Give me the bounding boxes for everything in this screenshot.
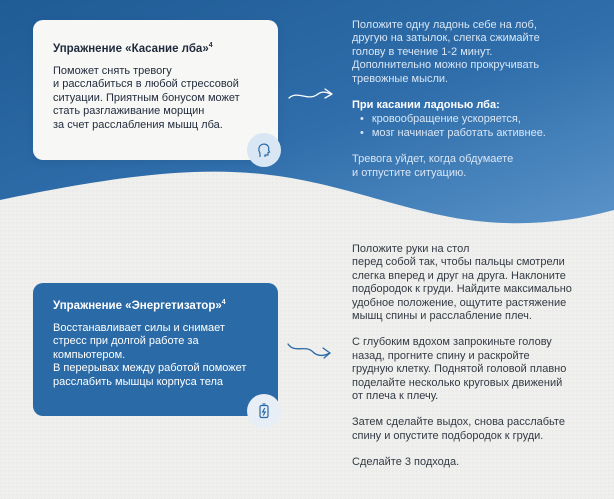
instruction-line: голову в течение 1-2 минут.	[352, 45, 493, 58]
exercise-card-energizer	[33, 283, 278, 416]
instruction-line: от плеча к плечу.	[352, 390, 439, 403]
description-line: компьютером.	[53, 348, 126, 361]
instruction-line: Затем сделайте выдох, снова расслабьте	[352, 416, 565, 429]
instruction-line: Сделайте 3 подхода.	[352, 456, 460, 469]
instruction-line: С глубоким вдохом запрокиньте голову	[352, 336, 552, 349]
effects-list	[360, 113, 597, 140]
instruction-line: и отпустите ситуацию.	[352, 166, 467, 179]
description-line: ситуации. Приятным бонусом может	[53, 91, 240, 104]
instruction-line: слегка вперед и друг на друга. Наклоните	[352, 269, 566, 282]
card-description	[53, 322, 260, 389]
description-line: и расслабиться в любой стрессовой	[53, 78, 239, 91]
instruction-line: Тревога уйдет, когда обдумаете	[352, 153, 514, 166]
instruction-line: назад, прогните спину и раскройте	[352, 349, 530, 362]
description-line: Поможет снять тревогу	[53, 65, 172, 77]
footnote-mark: 4	[208, 42, 213, 50]
list-item: • кровообращение ускоряется,	[360, 113, 597, 126]
instruction-paragraph	[352, 456, 602, 469]
exercise-card-forehead	[33, 20, 278, 160]
card-title: Упражнение «Касание лба»$^4$	[53, 42, 213, 55]
list-item: • мозг начинает работать активнее.	[360, 127, 597, 140]
instruction-paragraph	[352, 153, 597, 180]
instruction-line: Положите одну ладонь себе на лоб,	[352, 19, 537, 31]
description-line: В перерывах между работой поможет	[53, 362, 247, 375]
instruction-paragraph	[352, 243, 602, 323]
instruction-line: тревожные мысли.	[352, 72, 449, 85]
description-line: стресс при долгой работе за	[53, 335, 199, 348]
instruction-paragraph	[352, 336, 602, 403]
instruction-line: спину и опустите подбородок к груди.	[352, 429, 544, 442]
instruction-line: другую на затылок, слегка сжимайте	[352, 32, 540, 45]
battery-charge-icon	[247, 394, 281, 428]
description-line: за счет расслабления мышц лба.	[53, 118, 223, 131]
instruction-line: Положите руки на стол	[352, 243, 470, 255]
instruction-line: грудную клетку. Поднятой головой плавно	[352, 363, 567, 376]
instruction-paragraph	[352, 416, 602, 443]
description-line: стать разглаживание морщин	[53, 105, 205, 118]
card-title: Упражнение «Энергетизатор»$^4$	[53, 299, 226, 312]
instructions-energizer	[352, 243, 602, 483]
footnote-mark: 4	[221, 299, 226, 307]
instruction-line: мышц спины и расслабление плеч.	[352, 310, 532, 323]
instruction-line: удобное положение, ощутите растяжение	[352, 296, 567, 309]
description-line: расслабить мышцы корпуса тела	[53, 375, 223, 388]
effects-heading: При касании ладонью лба:	[352, 99, 500, 112]
instruction-line: Дополнительно можно прокручивать	[352, 59, 540, 72]
instruction-line: поделайте несколько круговых движений	[352, 376, 563, 389]
instructions-forehead	[352, 19, 597, 193]
card-description	[53, 65, 260, 132]
description-line: Восстанавливает силы и снимает	[53, 322, 225, 334]
instruction-paragraph	[352, 19, 597, 86]
instruction-line: подбородок к груди. Найдите максимально	[352, 283, 572, 296]
arrow-right-icon	[286, 82, 336, 106]
instruction-line: перед собой так, чтобы пальцы смотрели	[352, 256, 565, 269]
head-icon	[247, 133, 281, 167]
arrow-right-icon	[285, 336, 335, 366]
